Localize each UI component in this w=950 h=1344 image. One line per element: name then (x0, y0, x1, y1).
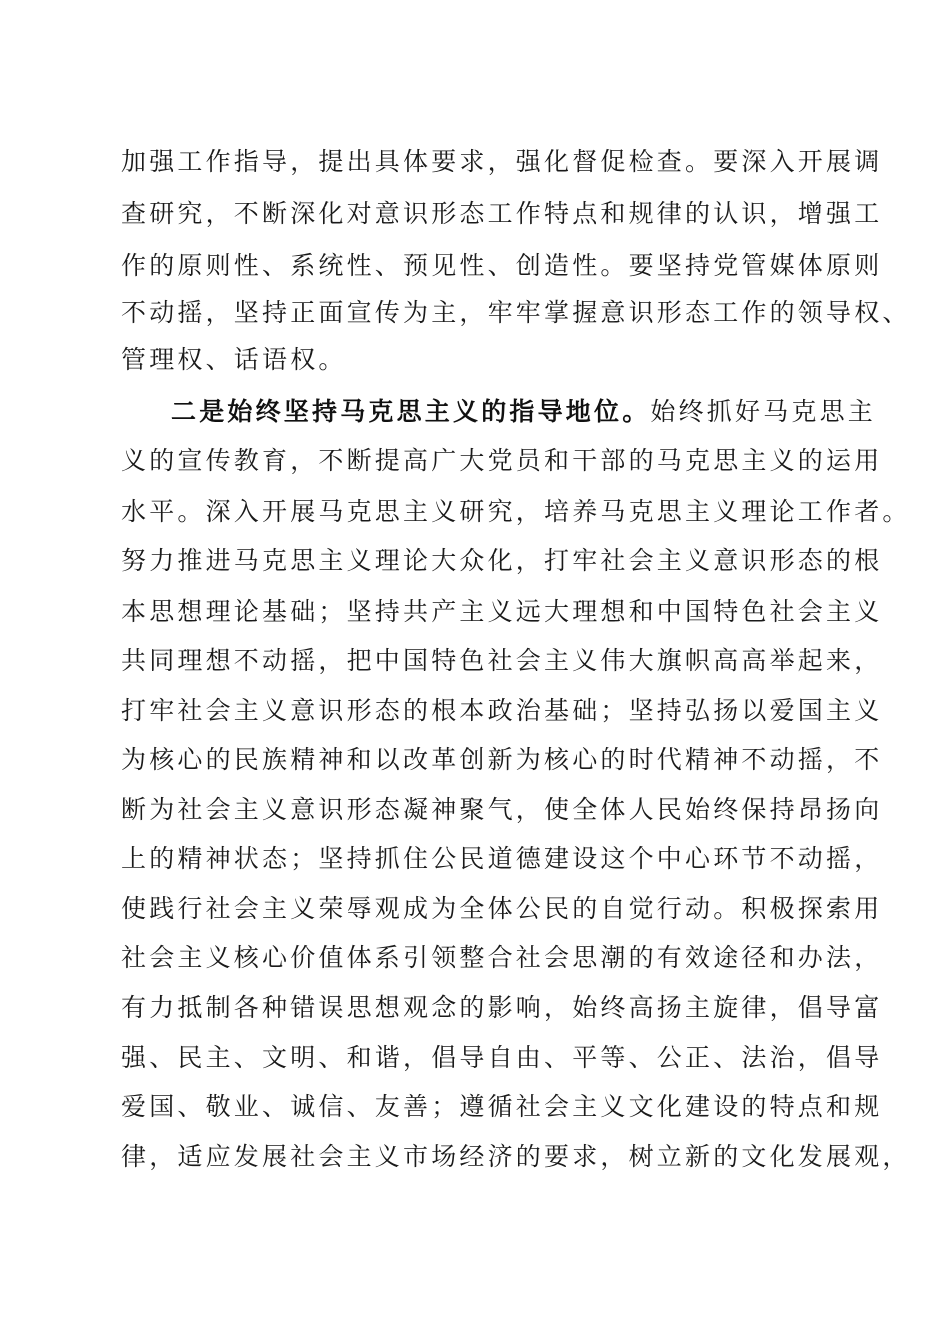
text-line: 社会主义核心价值体系引领整合社会思潮的有效途径和办法， (121, 943, 883, 972)
text-line: 强、民主、文明、和谐，倡导自由、平等、公正、法治，倡导 (121, 1043, 883, 1072)
text-line: 作的原则性、系统性、预见性、创造性。要坚持党管媒体原则 (121, 251, 883, 280)
paragraph-first-line (171, 395, 876, 429)
text-line: 爱国、敬业、诚信、友善；遵循社会主义文化建设的特点和规 (121, 1092, 883, 1121)
paragraph-text: 始终抓好马克思主 (650, 397, 877, 426)
text-line: 律，适应发展社会主义市场经济的要求，树立新的文化发展观， (121, 1142, 911, 1171)
text-line: 水平。深入开展马克思主义研究，培养马克思主义理论工作者。 (121, 497, 911, 526)
text-line: 管理权、话语权。 (121, 345, 347, 374)
text-line: 打牢社会主义意识形态的根本政治基础；坚持弘扬以爱国主义 (121, 696, 883, 725)
text-line: 为核心的民族精神和以改革创新为核心的时代精神不动摇，不 (121, 745, 883, 774)
text-line: 不动摇，坚持正面宣传为主，牢牢掌握意识形态工作的领导权、 (121, 298, 911, 327)
text-line: 使践行社会主义荣辱观成为全体公民的自觉行动。积极探索用 (121, 894, 883, 923)
text-line: 努力推进马克思主义理论大众化，打牢社会主义意识形态的根 (121, 546, 883, 575)
text-line: 本思想理论基础；坚持共产主义远大理想和中国特色社会主义 (121, 597, 883, 626)
text-line: 义的宣传教育，不断提高广大党员和干部的马克思主义的运用 (121, 446, 883, 475)
text-line: 查研究，不断深化对意识形态工作特点和规律的认识，增强工 (121, 199, 883, 228)
text-line: 上的精神状态；坚持抓住公民道德建设这个中心环节不动摇， (121, 844, 883, 873)
text-line: 有力抵制各种错误思想观念的影响，始终高扬主旋律，倡导富 (121, 993, 883, 1022)
text-line: 加强工作指导，提出具体要求，强化督促检查。要深入开展调 (121, 147, 883, 176)
text-line: 断为社会主义意识形态凝神聚气，使全体人民始终保持昂扬向 (121, 795, 883, 824)
text-line: 共同理想不动摇，把中国特色社会主义伟大旗帜高高举起来， (121, 646, 883, 675)
paragraph-heading: 二是始终坚持马克思主义的指导地位。 (171, 397, 651, 426)
